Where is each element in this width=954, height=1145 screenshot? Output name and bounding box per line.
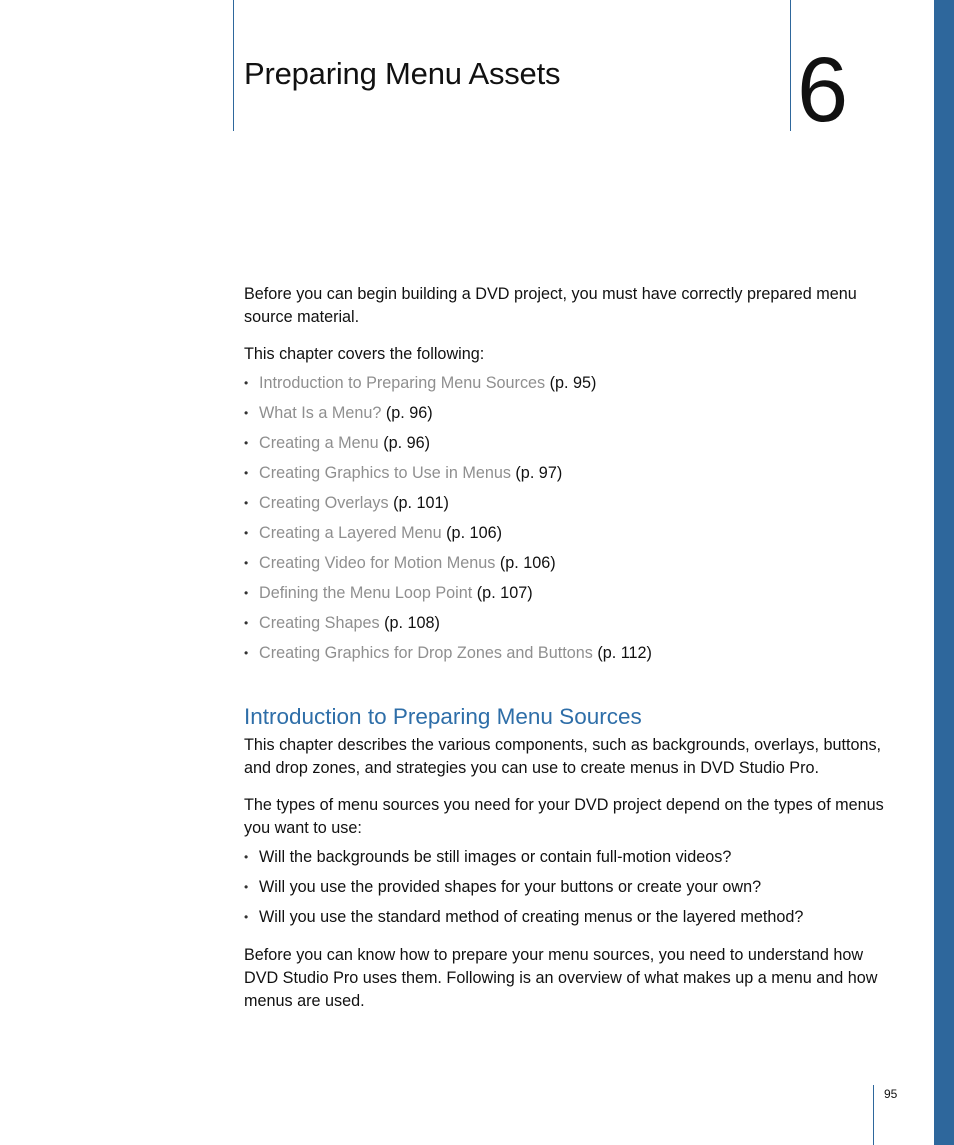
page-number: 95 [884, 1087, 898, 1101]
toc-link[interactable]: Creating Graphics for Drop Zones and Buttons [259, 644, 593, 662]
covers-label: This chapter covers the following: [244, 345, 485, 363]
toc-link[interactable]: Creating Graphics to Use in Menus [259, 464, 511, 482]
toc-item [244, 433, 652, 463]
toc-item [244, 493, 652, 523]
toc-page-ref: (p. 95) [549, 374, 597, 392]
section-paragraph: The types of menu sources you need for your DVD project depend on the types of menus you want to use: [244, 796, 884, 837]
intro-paragraph: Before you can begin building a DVD project, you must have correctly prepared menu source material. [244, 285, 857, 326]
toc-item [244, 373, 652, 403]
toc-link[interactable]: Creating a Layered Menu [259, 524, 442, 542]
toc-link[interactable]: Creating Overlays [259, 494, 389, 512]
question-list [244, 847, 803, 937]
section-paragraph: Before you can know how to prepare your menu sources, you need to understand how DVD Studio Pro uses them. Following is an overview of what makes up a menu and how menus are used. [244, 946, 878, 1010]
toc-link[interactable]: Creating a Menu [259, 434, 379, 452]
toc-item [244, 553, 652, 583]
toc-page-ref: (p. 106) [499, 554, 556, 572]
toc-page-ref: (p. 96) [385, 404, 433, 422]
chapter-contents-list [244, 373, 652, 673]
toc-item [244, 643, 652, 673]
toc-item [244, 403, 652, 433]
toc-page-ref: (p. 96) [383, 434, 430, 452]
toc-item [244, 583, 652, 613]
toc-page-ref: (p. 106) [446, 524, 502, 542]
toc-link[interactable]: Creating Shapes [259, 614, 380, 632]
chapter-title: Preparing Menu Assets [244, 56, 561, 91]
toc-item [244, 613, 652, 643]
toc-page-ref: (p. 97) [515, 464, 563, 482]
list-item: • Will you use the provided shapes for your buttons or create your own? [244, 877, 803, 907]
toc-link[interactable]: What Is a Menu? [259, 404, 382, 422]
title-left-rule [233, 0, 234, 131]
toc-link[interactable]: Defining the Menu Loop Point [259, 584, 473, 602]
toc-item [244, 523, 652, 553]
title-right-rule [790, 0, 791, 131]
toc-link[interactable]: Creating Video for Motion Menus [259, 554, 496, 572]
chapter-number: 6 [797, 39, 849, 141]
toc-item [244, 463, 652, 493]
section-heading: Introduction to Preparing Menu Sources [244, 704, 642, 729]
toc-page-ref: (p. 112) [597, 644, 652, 662]
toc-page-ref: (p. 101) [393, 494, 449, 512]
page-edge-bar [934, 0, 954, 1145]
footer-rule [873, 1085, 874, 1145]
toc-page-ref: (p. 108) [384, 614, 440, 632]
section-paragraph: This chapter describes the various components, such as backgrounds, overlays, buttons, and drop zones, and strategies you can use to create menus in DVD Studio Pro. [244, 736, 882, 777]
toc-page-ref: (p. 107) [476, 584, 533, 602]
toc-link[interactable]: Introduction to Preparing Menu Sources [259, 374, 546, 392]
list-item: • Will the backgrounds be still images or contain full-motion videos? [244, 847, 803, 877]
list-item: • Will you use the standard method of creating menus or the layered method? [244, 907, 803, 937]
